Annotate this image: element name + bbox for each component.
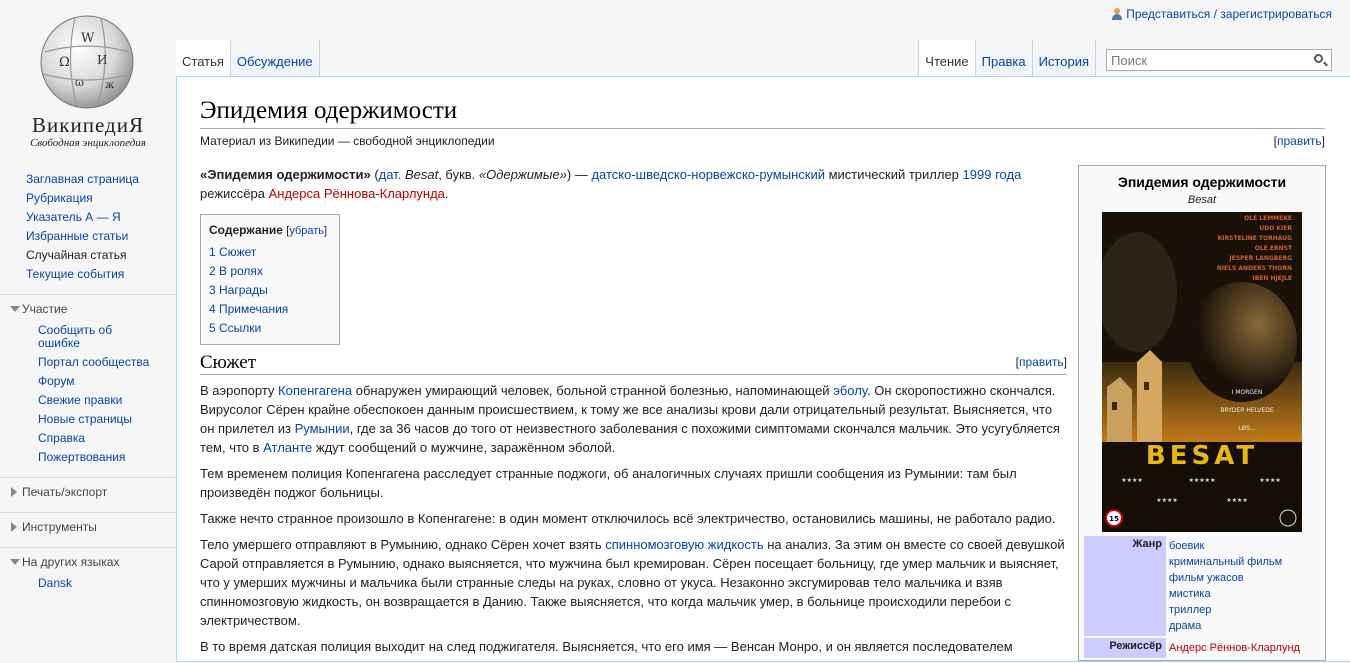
user-icon [1112, 8, 1122, 20]
poster-rating: 15 [1109, 515, 1119, 523]
section-title: Сюжет [200, 352, 257, 373]
toc-item[interactable]: 4 Примечания [209, 302, 289, 316]
text: на анализ. За этим он вместе со своей девушкой Сарой отправляется в Румынию, однако выясняется, что мужчина был кремирован. Сёрен посещает больницу, где умер мальчик и выясняет, что у умерших мужчины и мальчика были странные следы на руках, словно от укуса. Незаконно эксгумировав тело мальчика и взяв спинномозговую жидкость, он возвращается в Данию. Также выясняется, что когда мальчик умер, в больнице происходили перебои с электричеством. [200, 537, 1065, 628]
genre-link[interactable]: мистика [1169, 588, 1211, 600]
tab-history[interactable]: История [1033, 40, 1096, 76]
tab-edit[interactable]: Правка [976, 40, 1033, 76]
print-portlet [0, 477, 176, 500]
genre-link[interactable]: криминальный фильм [1169, 556, 1283, 568]
intro-text: режиссёра [200, 186, 265, 201]
sidebar-item-forum[interactable]: Форум [38, 374, 75, 388]
text: В аэропорту [200, 383, 275, 398]
film-infobox [1078, 165, 1326, 661]
sidebar [0, 170, 176, 593]
link-atlanta[interactable]: Атланте [263, 440, 313, 455]
tools-heading[interactable]: Инструменты [0, 519, 176, 535]
poster-cast: IBEN HJEJLE [1252, 275, 1292, 282]
sidebar-item-community-portal[interactable]: Портал сообщества [38, 355, 150, 369]
poster-tagline: I MORGEN [1231, 389, 1263, 396]
plot-paragraph: Тем временем полиция Копенгагена расследует странные поджоги, об аналогичных случаях пришли сообщения из Румынии: там был произведён поджог больницы. [200, 466, 1017, 500]
sidebar-item-current-events[interactable]: Текущие события [26, 267, 125, 281]
intro-text: , букв. [438, 167, 476, 182]
poster-cast: UDO KIER [1259, 225, 1292, 232]
infobox-label-director: Режиссёр [1084, 638, 1166, 658]
infobox-label-genre: Жанр [1084, 536, 1166, 636]
sidebar-item-donate[interactable]: Пожертвования [38, 450, 126, 464]
logo-wordmark: ВикипедиЯ [32, 113, 144, 137]
article-body [200, 165, 1067, 663]
original-title: Besat [404, 167, 439, 182]
page-title: Эпидемия одержимости [200, 97, 458, 124]
text: ждут сообщений о мужчине, заражённом эболой. [315, 440, 616, 455]
poster-cast: JESPER LANGBERG [1229, 255, 1292, 262]
svg-text:ω: ω [75, 76, 84, 89]
poster-film-title: BESAT [1145, 441, 1259, 471]
search-input[interactable] [1107, 50, 1305, 70]
toc-toggle-link[interactable]: убрать [289, 225, 325, 237]
toc-item[interactable]: 1 Сюжет [209, 245, 257, 259]
poster-tagline: LØS... [1238, 425, 1256, 432]
puzzle-globe-icon [35, 12, 140, 110]
sidebar-item-help[interactable]: Справка [38, 431, 86, 445]
svg-text:ж: ж [105, 80, 115, 91]
genre-link[interactable]: фильм ужасов [1169, 572, 1244, 584]
poster-cast: KIRSTELINE TORHAUG [1217, 235, 1292, 242]
wikipedia-logo[interactable] [0, 0, 176, 160]
logo-tagline: Свободная энциклопедия [30, 137, 146, 149]
text: обнаружен умирающий человек, больной странной болезнью, напоминающей [355, 383, 830, 398]
text: Тело умершего отправляют в Румынию, однако Сёрен хочет взять [200, 537, 602, 552]
tools-portlet [0, 512, 176, 535]
plot-paragraph [200, 535, 1067, 630]
svg-text:★★★★★: ★★★★★ [1188, 477, 1216, 484]
film-poster[interactable] [1102, 212, 1302, 532]
link-year[interactable]: 1999 года [962, 167, 1022, 182]
poster-cast: OLE LEMMEKE [1244, 215, 1292, 222]
plot-paragraph: Также нечто странное произошло в Копенгагене: в один момент отключилось всё электричество, остановились машины, не работало радио. [200, 511, 1056, 526]
section-heading: Сюжет [править] [200, 352, 1067, 373]
plot-paragraph [200, 381, 1067, 457]
literal-translation: «Одержимые» [478, 167, 567, 182]
link-countries[interactable]: датско-шведско-норвежско-румынский [591, 167, 825, 182]
tab-article[interactable]: Статья [176, 40, 231, 76]
link-ebola[interactable]: эболу [833, 383, 868, 398]
tab-talk[interactable]: Обсуждение [231, 40, 320, 76]
poster-tagline: BRYDER HELVEDE [1220, 407, 1274, 414]
intro-bold-title: «Эпидемия одержимости» [200, 167, 371, 182]
poster-image [1102, 212, 1302, 532]
genre-link[interactable]: боевик [1169, 540, 1205, 552]
link-copenhagen[interactable]: Копенгагена [278, 383, 353, 398]
sidebar-item-index[interactable]: Указатель А — Я [26, 210, 121, 224]
tab-read[interactable]: Чтение [918, 40, 975, 76]
link-romania[interactable]: Румынии [294, 421, 350, 436]
edit-link[interactable]: править [1276, 134, 1322, 148]
sidebar-item-categories[interactable]: Рубрикация [26, 191, 93, 205]
genre-link[interactable]: драма [1169, 620, 1202, 632]
intro-paragraph: «Эпидемия одержимости» (дат. Besat, букв. «Одержимые») — датско-шведско-норвежско-румынский мистический триллер 1999 года режиссёра Андерса Рённова-Кларлунда. [200, 167, 1022, 201]
link-director[interactable]: Андерса Рённова-Кларлунда [268, 186, 445, 201]
director-link[interactable]: Андерс Рённов-Кларлунд [1169, 642, 1300, 654]
table-of-contents: Содержание [убрать] 1 Сюжет 2 В ролях 3 Награды 4 Примечания 5 Ссылки [200, 214, 340, 345]
main-navigation [0, 170, 176, 284]
intro-text: ) — [566, 167, 588, 182]
title-divider [200, 128, 1325, 129]
poster-cast: OLE ERNST [1254, 245, 1292, 252]
toc-item[interactable]: 5 Ссылки [209, 321, 262, 335]
toc-item[interactable]: 2 В ролях [209, 264, 263, 278]
languages-portlet [0, 547, 176, 593]
login-link[interactable]: Представиться / зарегистрироваться [1126, 7, 1332, 21]
search-icon[interactable] [1314, 54, 1323, 63]
svg-text:★★★★: ★★★★ [1121, 477, 1143, 484]
svg-text:И: И [97, 53, 108, 67]
search-box [1106, 49, 1332, 71]
link-danish[interactable]: дат. [378, 167, 402, 182]
toc-item[interactable]: 3 Награды [209, 283, 268, 297]
link-spinal-fluid[interactable]: спинномозговую жидкость [605, 537, 764, 552]
participation-portlet [0, 294, 176, 467]
poster-cast: NIELS ANDERS THORN [1216, 265, 1292, 272]
infobox-row-genre [1084, 536, 1320, 636]
languages-heading[interactable]: На других языках [0, 554, 176, 570]
sidebar-item-recent-changes[interactable]: Свежие правки [38, 393, 123, 407]
site-subtitle: Материал из Википедии — свободной энциклопедии [200, 134, 495, 148]
view-tabs [918, 40, 1332, 76]
sidebar-item-main-page[interactable]: Заглавная страница [26, 172, 139, 186]
content-area [176, 76, 1350, 662]
svg-text:★★★★: ★★★★ [1226, 497, 1248, 504]
svg-text:★★★★: ★★★★ [1259, 477, 1281, 484]
section-edit-link[interactable]: править [1018, 355, 1064, 369]
intro-text: мистический триллер [828, 167, 959, 182]
participation-heading[interactable]: Участие [0, 301, 176, 317]
text: . Он скоропостижно скончался. Вирусолог Сёрен крайне обеспокоен данным происшествием, к тому же все анализы крови дали отрицательный результат. Выясняется, что он прилетел из [200, 383, 1056, 436]
sidebar-item-random[interactable]: Случайная статья [26, 248, 127, 262]
print-export-heading[interactable]: Печать/экспорт [0, 484, 176, 500]
sidebar-item-lang-dansk[interactable]: Dansk [38, 576, 73, 590]
sidebar-item-report-error[interactable]: Сообщить об ошибке [38, 323, 113, 350]
edit-section-link: [править] [1273, 134, 1325, 148]
svg-text:W: W [81, 31, 95, 46]
svg-text:Ω: Ω [59, 55, 70, 70]
namespace-tabs [176, 40, 320, 76]
genre-link[interactable]: триллер [1169, 604, 1212, 616]
toc-title: Содержание [209, 223, 283, 237]
sidebar-item-featured[interactable]: Избранные статьи [26, 229, 129, 243]
sidebar-item-new-pages[interactable]: Новые страницы [38, 412, 133, 426]
infobox-original-title: Besat [1187, 194, 1217, 206]
svg-text:★★★★: ★★★★ [1156, 497, 1178, 504]
infobox-title: Эпидемия одержимости [1117, 174, 1287, 190]
plot-paragraph: В то время датская полиция выходит на след поджигателя. Выясняется, что его имя — Венсан Монро, и он является последователем [200, 639, 1013, 654]
text: , где за 36 часов до того от неизвестного заболевания с похожими симптомами скончался мальчик. Это усугубляется тем, что в [200, 421, 1060, 455]
infobox-row-director [1084, 638, 1320, 658]
personal-tools [1112, 7, 1332, 21]
